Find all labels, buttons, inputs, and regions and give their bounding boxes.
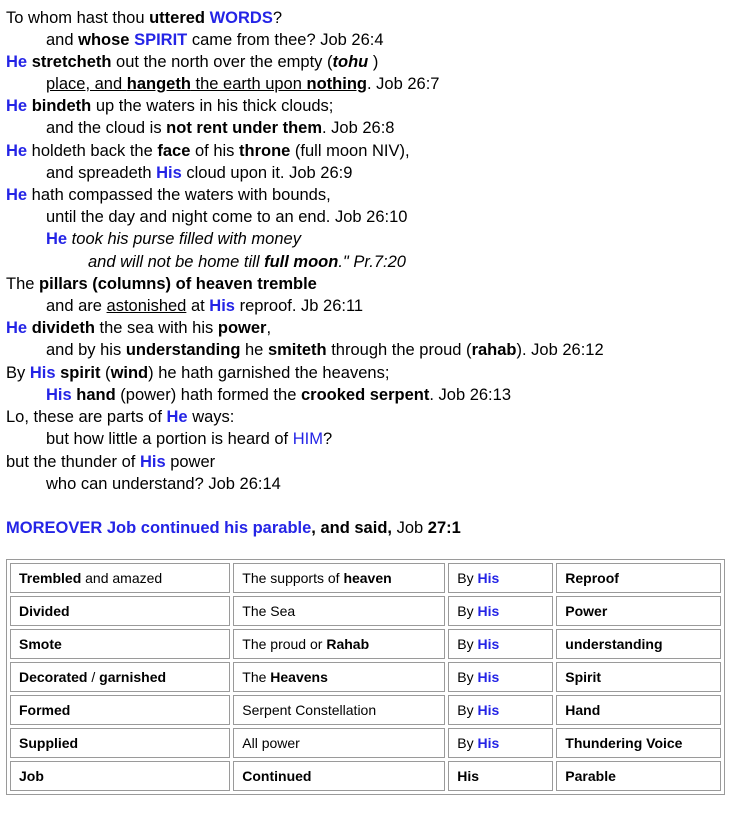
verse-line-4: place, and hangeth the earth upon nothing. Job 26:7	[46, 75, 440, 93]
table-cell: Job	[10, 761, 230, 791]
table-cell: understanding	[556, 629, 721, 659]
table-cell: Smote	[10, 629, 230, 659]
table-cell: By His	[448, 695, 553, 725]
table-cell: By His	[448, 563, 553, 593]
table-cell: All power	[233, 728, 445, 758]
verse-line-12: and will not be home till full moon." Pr.7:20	[88, 253, 406, 271]
table-row	[10, 662, 721, 692]
table-cell: The Sea	[233, 596, 445, 626]
table-cell: Reproof	[556, 563, 721, 593]
verse-line-16: and by his understanding he smiteth through the proud (rahab). Job 26:12	[46, 341, 604, 359]
table-cell: Supplied	[10, 728, 230, 758]
verse-line-21: but the thunder of His power	[6, 453, 216, 471]
verse-line-22: who can understand? Job 26:14	[46, 475, 281, 493]
table-row	[10, 563, 721, 593]
table-cell: Divided	[10, 596, 230, 626]
table-cell: Parable	[556, 761, 721, 791]
verse-line-6: and the cloud is not rent under them. Job 26:8	[46, 119, 395, 137]
verse-line-9: He hath compassed the waters with bounds,	[6, 186, 331, 204]
table-cell: Thundering Voice	[556, 728, 721, 758]
verse-line-15: He divideth the sea with his power,	[6, 319, 272, 337]
table-cell: By His	[448, 662, 553, 692]
table-cell: Continued	[233, 761, 445, 791]
table-cell: The supports of heaven	[233, 563, 445, 593]
verse-line-11: He took his purse filled with money	[46, 230, 301, 248]
table-row	[10, 596, 721, 626]
table-cell: Trembled and amazed	[10, 563, 230, 593]
verse-line-5: He bindeth up the waters in his thick clouds;	[6, 97, 334, 115]
section-heading: MOREOVER Job continued his parable, and said, Job 27:1	[6, 519, 461, 537]
table-cell: By His	[448, 629, 553, 659]
table-cell: Hand	[556, 695, 721, 725]
verse-line-7: He holdeth back the face of his throne (full moon NIV),	[6, 142, 410, 160]
verse-line-19: Lo, these are parts of He ways:	[6, 408, 235, 426]
table-cell: The Heavens	[233, 662, 445, 692]
table-cell: Decorated / garnished	[10, 662, 230, 692]
verse-line-17: By His spirit (wind) he hath garnished the heavens;	[6, 364, 390, 382]
table-row	[10, 761, 721, 791]
verse-line-20: but how little a portion is heard of HIM?	[46, 430, 333, 448]
table-cell: Serpent Constellation	[233, 695, 445, 725]
table-row	[10, 695, 721, 725]
table-cell: By His	[448, 596, 553, 626]
table-row	[10, 728, 721, 758]
table-row	[10, 629, 721, 659]
verse-line-18: His hand (power) hath formed the crooked serpent. Job 26:13	[46, 386, 511, 404]
verse-line-2: and whose SPIRIT came from thee? Job 26:4	[46, 31, 384, 49]
table-cell: The proud or Rahab	[233, 629, 445, 659]
verse-line-1: To whom hast thou uttered WORDS?	[6, 9, 283, 27]
verse-line-3: He stretcheth out the north over the empty (tohu )	[6, 53, 379, 71]
verse-line-13: The pillars (columns) of heaven tremble	[6, 275, 317, 293]
table-cell: By His	[448, 728, 553, 758]
summary-table	[6, 559, 725, 795]
table-cell: Formed	[10, 695, 230, 725]
verse-line-10: until the day and night come to an end. Job 26:10	[46, 208, 408, 226]
table-cell: His	[448, 761, 553, 791]
table-cell: Spirit	[556, 662, 721, 692]
verse-line-14: and are astonished at His reproof. Jb 26:11	[46, 297, 364, 315]
verse-line-8: and spreadeth His cloud upon it. Job 26:9	[46, 164, 353, 182]
table-cell: Power	[556, 596, 721, 626]
